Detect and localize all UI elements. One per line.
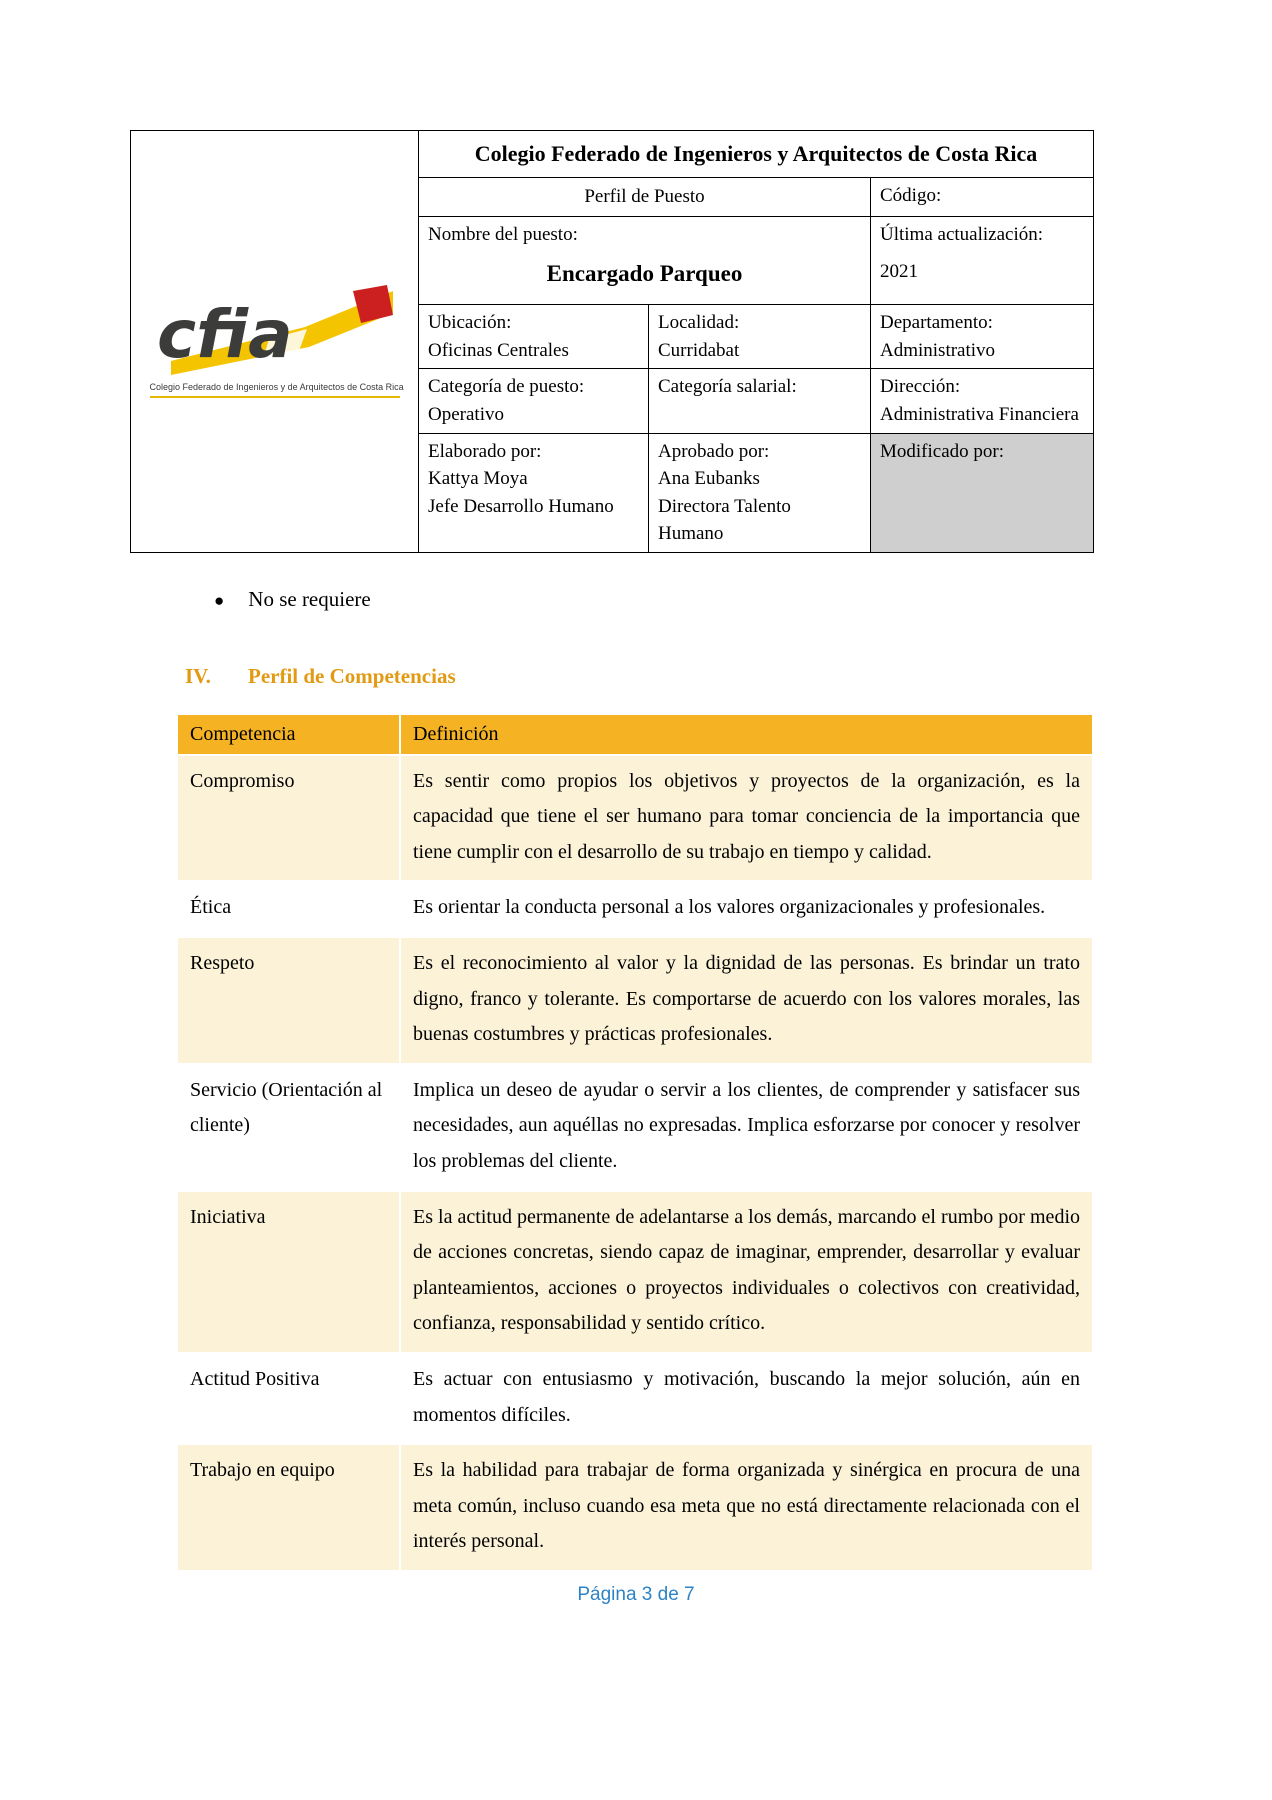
elaborado-name: Kattya Moya [428,468,528,490]
cfia-logo-mark-icon [157,285,393,377]
definicion-cell: Es la habilidad para trabajar de forma organizada y sinérgica en procura de una meta común, incluso cuando esa meta que no está directamente relacionada con el interés personal. [400,1444,1093,1571]
table-row [178,1191,1093,1353]
table-row [178,1444,1093,1571]
direccion-cell [871,369,1094,433]
job-title: Encargado Parqueo [546,260,743,286]
section-heading [185,664,1272,689]
categoria-puesto-value: Operativo [428,403,504,425]
bullet-icon: ● [214,590,225,610]
competencia-cell: Trabajo en equipo [178,1444,400,1571]
nombre-label: Nombre del puesto: [428,224,578,246]
localidad-cell [649,305,871,369]
list-item [214,587,1272,612]
modificado-label: Modificado por: [880,440,1005,462]
section-number: IV. [185,663,211,688]
table-header-row [178,715,1093,755]
localidad-label: Localidad: [658,312,740,334]
direccion-label: Dirección: [880,376,961,398]
departamento-value: Administrativo [880,339,996,361]
svg-text:cfia: cfia [156,295,293,373]
competencia-cell: Ética [178,881,400,937]
table-row [178,1064,1093,1191]
definicion-cell: Es el reconocimiento al valor y la dignidad de las personas. Es brindar un trato digno, franco y tolerante. Es comportarse de acuerdo con los valores morales, las buenas costumbres y prácticas profesionales. [400,937,1093,1064]
cfia-logo [149,285,404,399]
actualizacion-label: Última actualización: [880,224,1044,246]
actualizacion-cell [871,217,1094,305]
categoria-salarial-cell [649,369,871,433]
categoria-puesto-label: Categoría de puesto: [428,376,585,398]
column-header-definicion: Definición [400,715,1093,755]
codigo-label: Código: [871,177,1094,217]
logo-cell [131,131,419,553]
list-item-text: No se requiere [248,586,371,611]
table-row [178,937,1093,1064]
org-title: Colegio Federado de Ingenieros y Arquitectos de Costa Rica [419,131,1094,178]
departamento-cell [871,305,1094,369]
elaborado-title: Jefe Desarrollo Humano [428,495,614,517]
definicion-cell: Es actuar con entusiasmo y motivación, buscando la mejor solución, aún en momentos difíciles. [400,1353,1093,1444]
categoria-puesto-cell [419,369,649,433]
aprobado-name: Ana Eubanks [658,468,760,490]
modificado-cell [871,433,1094,552]
page-number: Página 3 de 7 [577,1584,695,1605]
ubicacion-value: Oficinas Centrales [428,339,569,361]
job-profile-header-table [130,130,1094,553]
competencia-cell: Actitud Positiva [178,1353,400,1444]
competencia-cell: Iniciativa [178,1191,400,1353]
competencia-cell: Servicio (Orientación al cliente) [178,1064,400,1191]
actualizacion-value: 2021 [880,260,918,282]
logo-caption: Colegio Federado de Ingenieros y de Arquitectos de Costa Rica [150,381,400,398]
definicion-cell: Es sentir como propios los objetivos y proyectos de la organización, es la capacidad que tiene el ser humano para tomar conciencia de la importancia que tiene cumplir con el desarrollo de su trabajo en tiempo y calidad. [400,755,1093,882]
ubicacion-label: Ubicación: [428,312,512,334]
elaborado-cell [419,433,649,552]
competencia-cell: Compromiso [178,755,400,882]
departamento-label: Departamento: [880,312,993,334]
elaborado-label: Elaborado por: [428,440,542,462]
doc-type: Perfil de Puesto [419,177,871,217]
localidad-value: Curridabat [658,339,740,361]
table-row [178,881,1093,937]
nombre-cell [419,217,871,305]
competencia-cell: Respeto [178,937,400,1064]
ubicacion-cell [419,305,649,369]
table-row [178,1353,1093,1444]
definicion-cell: Implica un deseo de ayudar o servir a los clientes, de comprender y satisfacer sus necesidades, aun aquéllas no expresadas. Implica esforzarse por conocer y resolver los problemas del cliente. [400,1064,1093,1191]
definicion-cell: Es orientar la conducta personal a los valores organizacionales y profesionales. [400,881,1093,937]
column-header-competencia: Competencia [178,715,400,755]
aprobado-title: Directora Talento Humano [658,495,791,545]
section-title: Perfil de Competencias [248,663,456,688]
aprobado-cell [649,433,871,552]
definicion-cell: Es la actitud permanente de adelantarse a los demás, marcando el rumbo por medio de acciones concretas, siendo capaz de imaginar, emprender, desarrollar y evaluar planteamientos, acciones o proyectos individuales o colectivos con creatividad, confianza, responsabilidad y sentido crítico. [400,1191,1093,1353]
categoria-salarial-label: Categoría salarial: [658,376,797,398]
table-row [178,755,1093,882]
direccion-value: Administrativa Financiera [880,403,1079,425]
aprobado-label: Aprobado por: [658,440,770,462]
competencias-table [178,715,1094,1572]
